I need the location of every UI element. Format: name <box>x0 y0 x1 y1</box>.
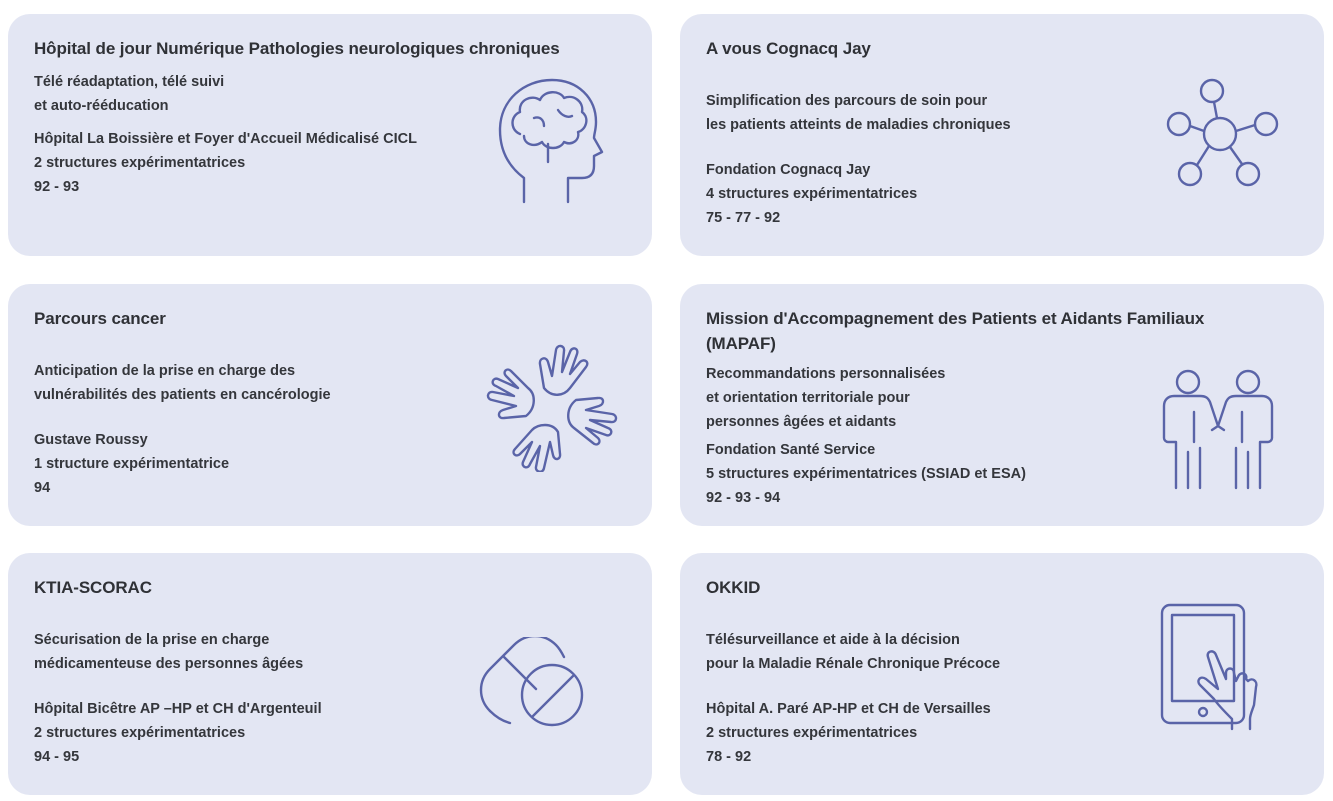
card-organization: Fondation Cognacq Jay 4 structures expérimentatrices 75 - 77 - 92 <box>706 162 918 226</box>
card-organization: Hôpital A. Paré AP-HP et CH de Versailles 2 structures expérimentatrices 78 - 92 <box>706 701 991 765</box>
card-organization: Gustave Roussy 1 structure expérimentatrice 94 <box>34 432 230 496</box>
card-description: Anticipation de la prise en charge des vulnérabilités des patients en cancérologie <box>34 363 331 403</box>
card-ktia-scorac <box>8 553 652 795</box>
card-title: Hôpital de jour Numérique Pathologies neurologiques chroniques <box>34 39 560 58</box>
card-title: Parcours cancer <box>34 309 166 328</box>
pills-icon <box>474 637 594 729</box>
card-title: A vous Cognacq Jay <box>706 39 871 58</box>
two-people-handshake-icon <box>1158 368 1278 490</box>
card-title: OKKID <box>706 578 761 597</box>
card-organization: Hôpital La Boissière et Foyer d'Accueil Médicalisé CICL 2 structures expérimentatrices 92 - 93 <box>34 131 417 195</box>
card-organization: Fondation Santé Service 5 structures expérimentatrices (SSIAD et ESA) 92 - 93 - 94 <box>706 442 1026 506</box>
card-description: Télé réadaptation, télé suivi et auto-rééducation <box>34 74 225 114</box>
network-hub-icon <box>1164 78 1284 190</box>
card-organization: Hôpital Bicêtre AP –HP et CH d'Argenteuil 2 structures expérimentatrices 94 - 95 <box>34 701 322 765</box>
card-hdj-numerique <box>8 14 652 256</box>
card-title: KTIA-SCORAC <box>34 578 152 597</box>
card-description: Sécurisation de la prise en charge médicamenteuse des personnes âgées <box>34 632 304 672</box>
card-description: Télésurveillance et aide à la décision pour la Maladie Rénale Chronique Précoce <box>706 632 1001 672</box>
card-description: Recommandations personnalisées et orientation territoriale pour personnes âgées et aidants <box>706 366 946 430</box>
card-description: Simplification des parcours de soin pour les patients atteints de maladies chroniques <box>706 93 1011 133</box>
card-okkid <box>680 553 1324 795</box>
head-brain-icon <box>494 74 604 204</box>
card-parcours-cancer <box>8 284 652 526</box>
tablet-touch-icon <box>1158 601 1270 731</box>
helping-hands-icon <box>486 342 621 472</box>
card-cognacq-jay <box>680 14 1324 256</box>
card-title: Mission d'Accompagnement des Patients et Aidants Familiaux (MAPAF) <box>706 309 1205 353</box>
card-mapaf <box>680 284 1324 526</box>
